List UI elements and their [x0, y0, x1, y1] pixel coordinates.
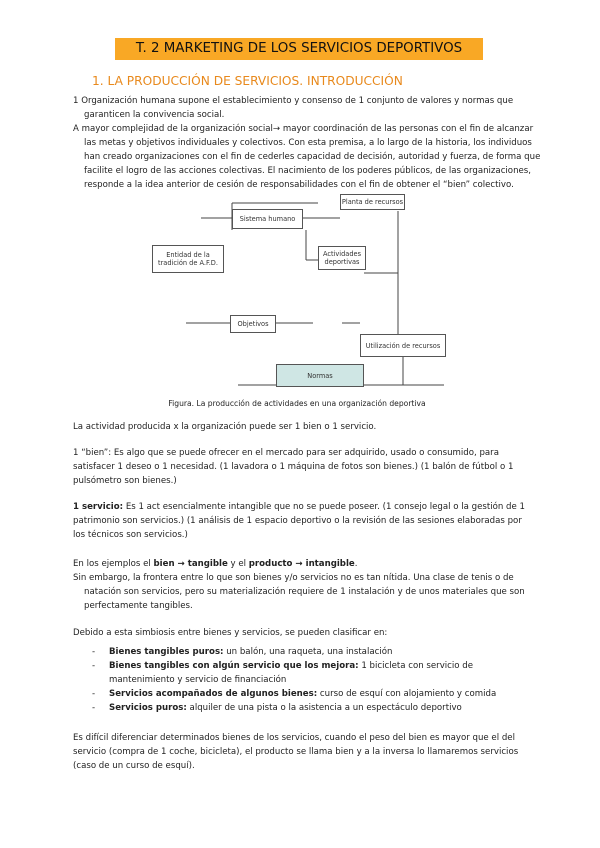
box-objetivos: Objetivos [230, 315, 276, 333]
ejemplos-text-a: En los ejemplos el [73, 559, 154, 569]
list-item [92, 659, 537, 687]
ejemplos-producto-intangible: producto → intangible [248, 559, 355, 569]
ejemplos-text-e: . [354, 559, 358, 569]
list-item [92, 645, 537, 659]
list-item-label: Servicios acompañados de algunos bienes: [109, 689, 318, 699]
ejemplos-bien-tangible: bien → tangible [153, 559, 228, 569]
paragraph-diferenciar: Es difícil diferenciar determinados bienes de los servicios, cuando el peso del bien es mayor que el del servicio (compra de 1 coche, bicicleta), el producto se llama bien y a la inversa lo llamaremos servicios (caso de un curso de esquí). [73, 733, 519, 771]
list-dash: - [92, 647, 96, 657]
figure-caption: Figura. La producción de actividades en una organización deportiva [168, 399, 426, 408]
paragraph-organizacion: 1 Organización humana supone el establecimiento y consenso de 1 conjunto de valores y normas que garanticen la convivencia social. [73, 96, 514, 120]
paragraph-ejemplos [73, 557, 531, 571]
box-normas: Normas [276, 364, 364, 387]
list-item [92, 701, 537, 715]
list-item-label: Bienes tangibles con algún servicio que los mejora: [109, 661, 359, 671]
box-utilizacion-recursos: Utilización de recursos [360, 334, 446, 357]
section-heading: 1. LA PRODUCCIÓN DE SERVICIOS. INTRODUCCIÓN [92, 74, 403, 88]
paragraph-complejidad: A mayor complejidad de la organización social→ mayor coordinación de las personas con el fin de alcanzar las metas y objetivos individuales y colectivos. Con esta premisa, a lo largo de la historia, los individuos han creado organizaciones con el fin de cederles capacidad de decisión, autoridad y fuerza, de forma que facilite el logro de las acciones colectivas. El nacimiento de los poderes públicos, de las organizaciones, responde a la idea anterior de cesión de responsabilidades con el fin de obtener el “bien” colectivo. [73, 124, 541, 190]
box-planta-recursos: Planta de recursos [340, 194, 405, 210]
list-item-text: un balón, una raqueta, una instalación [223, 647, 393, 657]
list-dash: - [92, 661, 96, 671]
list-item-text: curso de esquí con alojamiento y comida [317, 689, 497, 699]
list-item-label: Servicios puros: [109, 703, 187, 713]
paragraph-simbiosis: Debido a esta simbiosis entre bienes y servicios, se pueden clasificar en: [73, 628, 388, 638]
list-item [92, 687, 537, 701]
box-entidad: Entidad de la tradición de A.F.D. [152, 245, 224, 273]
paragraph-bien: 1 “bien”: Es algo que se puede ofrecer en el mercado para ser adquirido, usado o consumido, para satisfacer 1 deseo o 1 necesidad. (1 lavadora o 1 máquina de fotos son bienes.) (1 balón de fútbol o 1 pulsómetro son bienes.) [73, 448, 514, 486]
list-item-text: alquiler de una pista o la asistencia a un espectáculo deportivo [186, 703, 462, 713]
servicio-text: Es 1 act esencialmente intangible que no se puede poseer. (1 consejo legal o la gestión de 1 patrimonio son servicios.) (1 análisis de 1 espacio deportivo o la revisión de las sesiones elaboradas por los técnicos son servicios.) [73, 502, 525, 540]
list-dash: - [92, 703, 96, 713]
page-title: T. 2 MARKETING DE LOS SERVICIOS DEPORTIVOS [115, 38, 483, 60]
box-actividades-deportivas: Actividades deportivas [318, 246, 366, 270]
paragraph-actividad: La actividad producida x la organización puede ser 1 bien o 1 servicio. [73, 422, 377, 432]
paragraph-frontera: Sin embargo, la frontera entre lo que son bienes y/o servicios no es tan nítida. Una clase de tenis o de natación son servicios, pero su materialización requiere de 1 instalación y de unos materiales que son perfectamente tangibles. [73, 573, 525, 611]
classification-list [92, 645, 537, 715]
list-item-text: 1 bicicleta con servicio de mantenimiento y servicio de financiación [109, 661, 474, 685]
ejemplos-text-c: y el [227, 559, 249, 569]
box-sistema-humano: Sistema humano [232, 209, 303, 229]
list-dash: - [92, 689, 96, 699]
list-item-label: Bienes tangibles puros: [109, 647, 224, 657]
servicio-label: 1 servicio: [73, 502, 124, 512]
paragraph-servicio [73, 500, 531, 542]
